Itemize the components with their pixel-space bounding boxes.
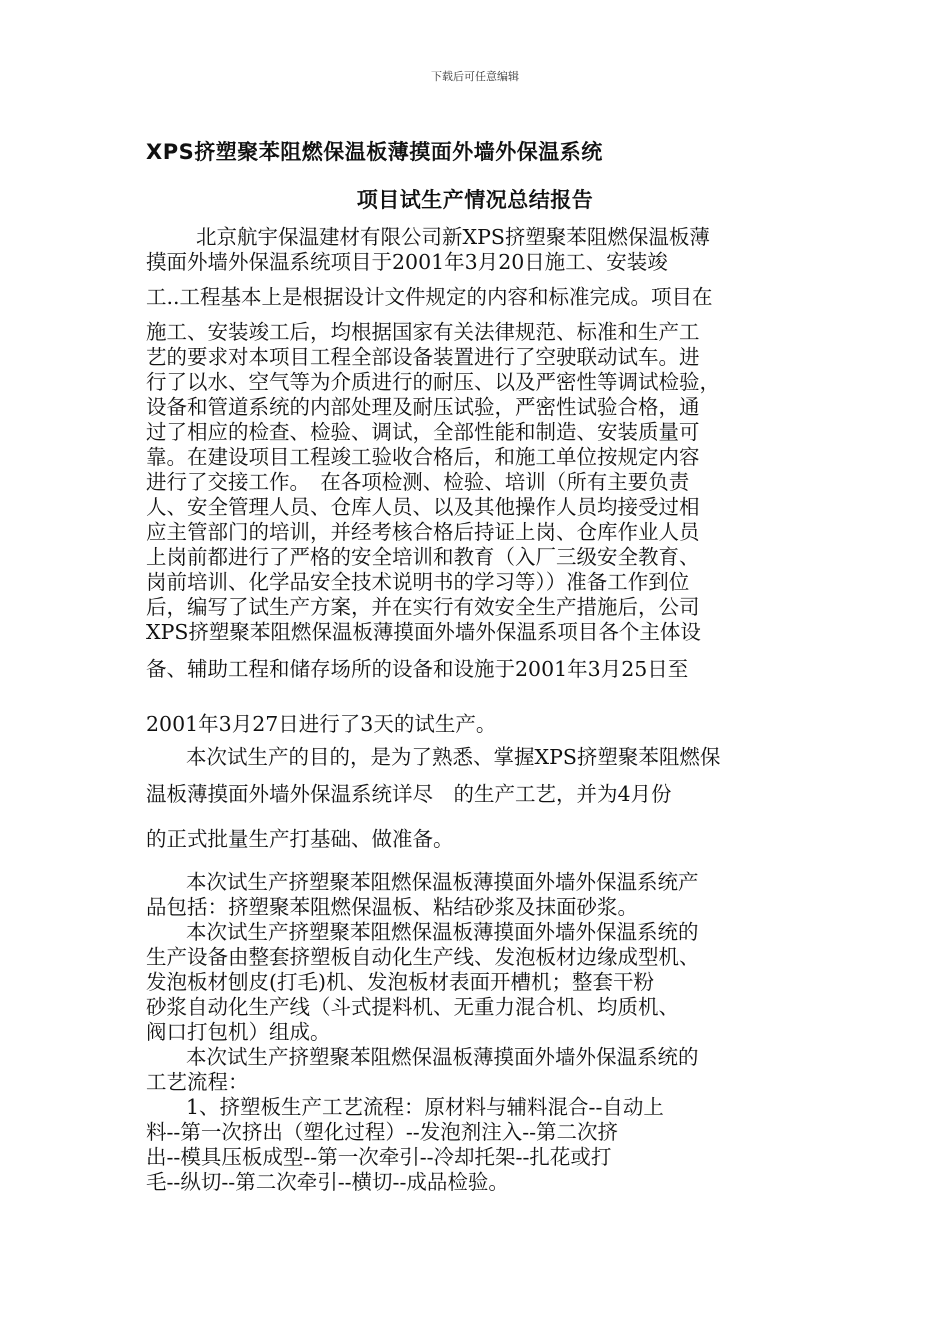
- paragraph-line: 本次试生产挤塑聚苯阻燃保温板薄摸面外墙外保温系统的: [186, 920, 699, 944]
- paragraph-line: 备、辅助工程和储存场所的设备和设施于2001年3月25日至: [146, 657, 689, 681]
- paragraph-line: 工艺流程：: [146, 1070, 249, 1094]
- paragraph-line: 料--第一次挤出（塑化过程）--发泡剂注入--第二次挤: [146, 1120, 619, 1144]
- paragraph-line: 1、挤塑板生产工艺流程：原材料与辅料混合--自动上: [186, 1095, 664, 1119]
- paragraph-line: 本次试生产的目的，是为了熟悉、掌握XPS挤塑聚苯阻燃保: [186, 745, 721, 769]
- paragraph-line: 2001年3月27日进行了3天的试生产。: [146, 712, 497, 736]
- paragraph-line: 后，编写了试生产方案，并在实行有效安全生产措施后，公司: [146, 595, 700, 619]
- paragraph-line: 上岗前都进行了严格的安全培训和教育（入厂三级安全教育、: [146, 545, 700, 569]
- document-title-line-1: XPS挤塑聚苯阻燃保温板薄摸面外墙外保温系统: [146, 140, 603, 164]
- paragraph-line: 本次试生产挤塑聚苯阻燃保温板薄摸面外墙外保温系统产: [186, 870, 699, 894]
- header-note: 下载后可任意编辑: [431, 70, 519, 83]
- paragraph-line: 温板薄摸面外墙外保温系统详尽 的生产工艺，并为4月份: [146, 782, 672, 806]
- paragraph-line: 应主管部门的培训，并经考核合格后持证上岗、仓库作业人员: [146, 520, 700, 544]
- paragraph-line: 出--模具压板成型--第一次牵引--冷却托架--扎花或打: [146, 1145, 612, 1169]
- paragraph-line: 人、安全管理人员、仓库人员、以及其他操作人员均接受过相: [146, 495, 700, 519]
- paragraph-line: 阀口打包机）组成。: [146, 1020, 331, 1044]
- paragraph-line: 艺的要求对本项目工程全部设备装置进行了空驶联动试车。进: [146, 345, 700, 369]
- paragraph-line: 工..工程基本上是根据设计文件规定的内容和标准完成。项目在: [146, 285, 713, 309]
- paragraph-line: 品包括：挤塑聚苯阻燃保温板、粘结砂浆及抹面砂浆。: [146, 895, 638, 919]
- paragraph-4: [146, 920, 810, 1045]
- document-title-line-2: 项目试生产情况总结报告: [356, 188, 594, 212]
- paragraph-5: [146, 1045, 810, 1095]
- paragraph-line: 生产设备由整套挤塑板自动化生产线、发泡板材边缘成型机、: [146, 945, 700, 969]
- paragraph-line: 砂浆自动化生产线（斗式提料机、无重力混合机、均质机、: [146, 995, 679, 1019]
- paragraph-line: 设备和管道系统的内部处理及耐压试验，严密性试验合格，通: [146, 395, 700, 419]
- paragraph-line: 行了以水、空气等为介质进行的耐压、以及严密性等调试检验，: [146, 370, 720, 394]
- paragraph-line: 的正式批量生产打基础、做准备。: [146, 827, 454, 851]
- paragraph-line: 摸面外墙外保温系统项目于2001年3月20日施工、安装竣: [146, 250, 668, 274]
- paragraph-line: XPS挤塑聚苯阻燃保温板薄摸面外墙外保温系项目各个主体设: [146, 620, 701, 644]
- paragraph-line: 施工、安装竣工后，均根据国家有关法律规范、标准和生产工: [146, 320, 700, 344]
- paragraph-line: 本次试生产挤塑聚苯阻燃保温板薄摸面外墙外保温系统的: [186, 1045, 699, 1069]
- paragraph-3: [146, 870, 810, 920]
- paragraph-line: 过了相应的检查、检验、调试，全部性能和制造、安装质量可: [146, 420, 700, 444]
- paragraph-2: [146, 745, 810, 852]
- paragraph-line: 毛--纵切--第二次牵引--横切--成品检验。: [146, 1170, 509, 1194]
- paragraph-line: 发泡板材刨皮(打毛)机、发泡板材表面开槽机；整套干粉: [146, 970, 654, 994]
- paragraph-line: 北京航宇保温建材有限公司新XPS挤塑聚苯阻燃保温板薄: [196, 225, 710, 249]
- paragraph-line: 岗前培训、化学品安全技术说明书的学习等））准备工作到位: [146, 570, 690, 594]
- paragraph-line: 靠。在建设项目工程竣工验收合格后，和施工单位按规定内容: [146, 445, 700, 469]
- paragraph-6: [146, 1095, 810, 1195]
- paragraph-line: 进行了交接工作。 在各项检测、检验、培训（所有主要负责: [146, 470, 690, 494]
- paragraph-1: [146, 225, 810, 737]
